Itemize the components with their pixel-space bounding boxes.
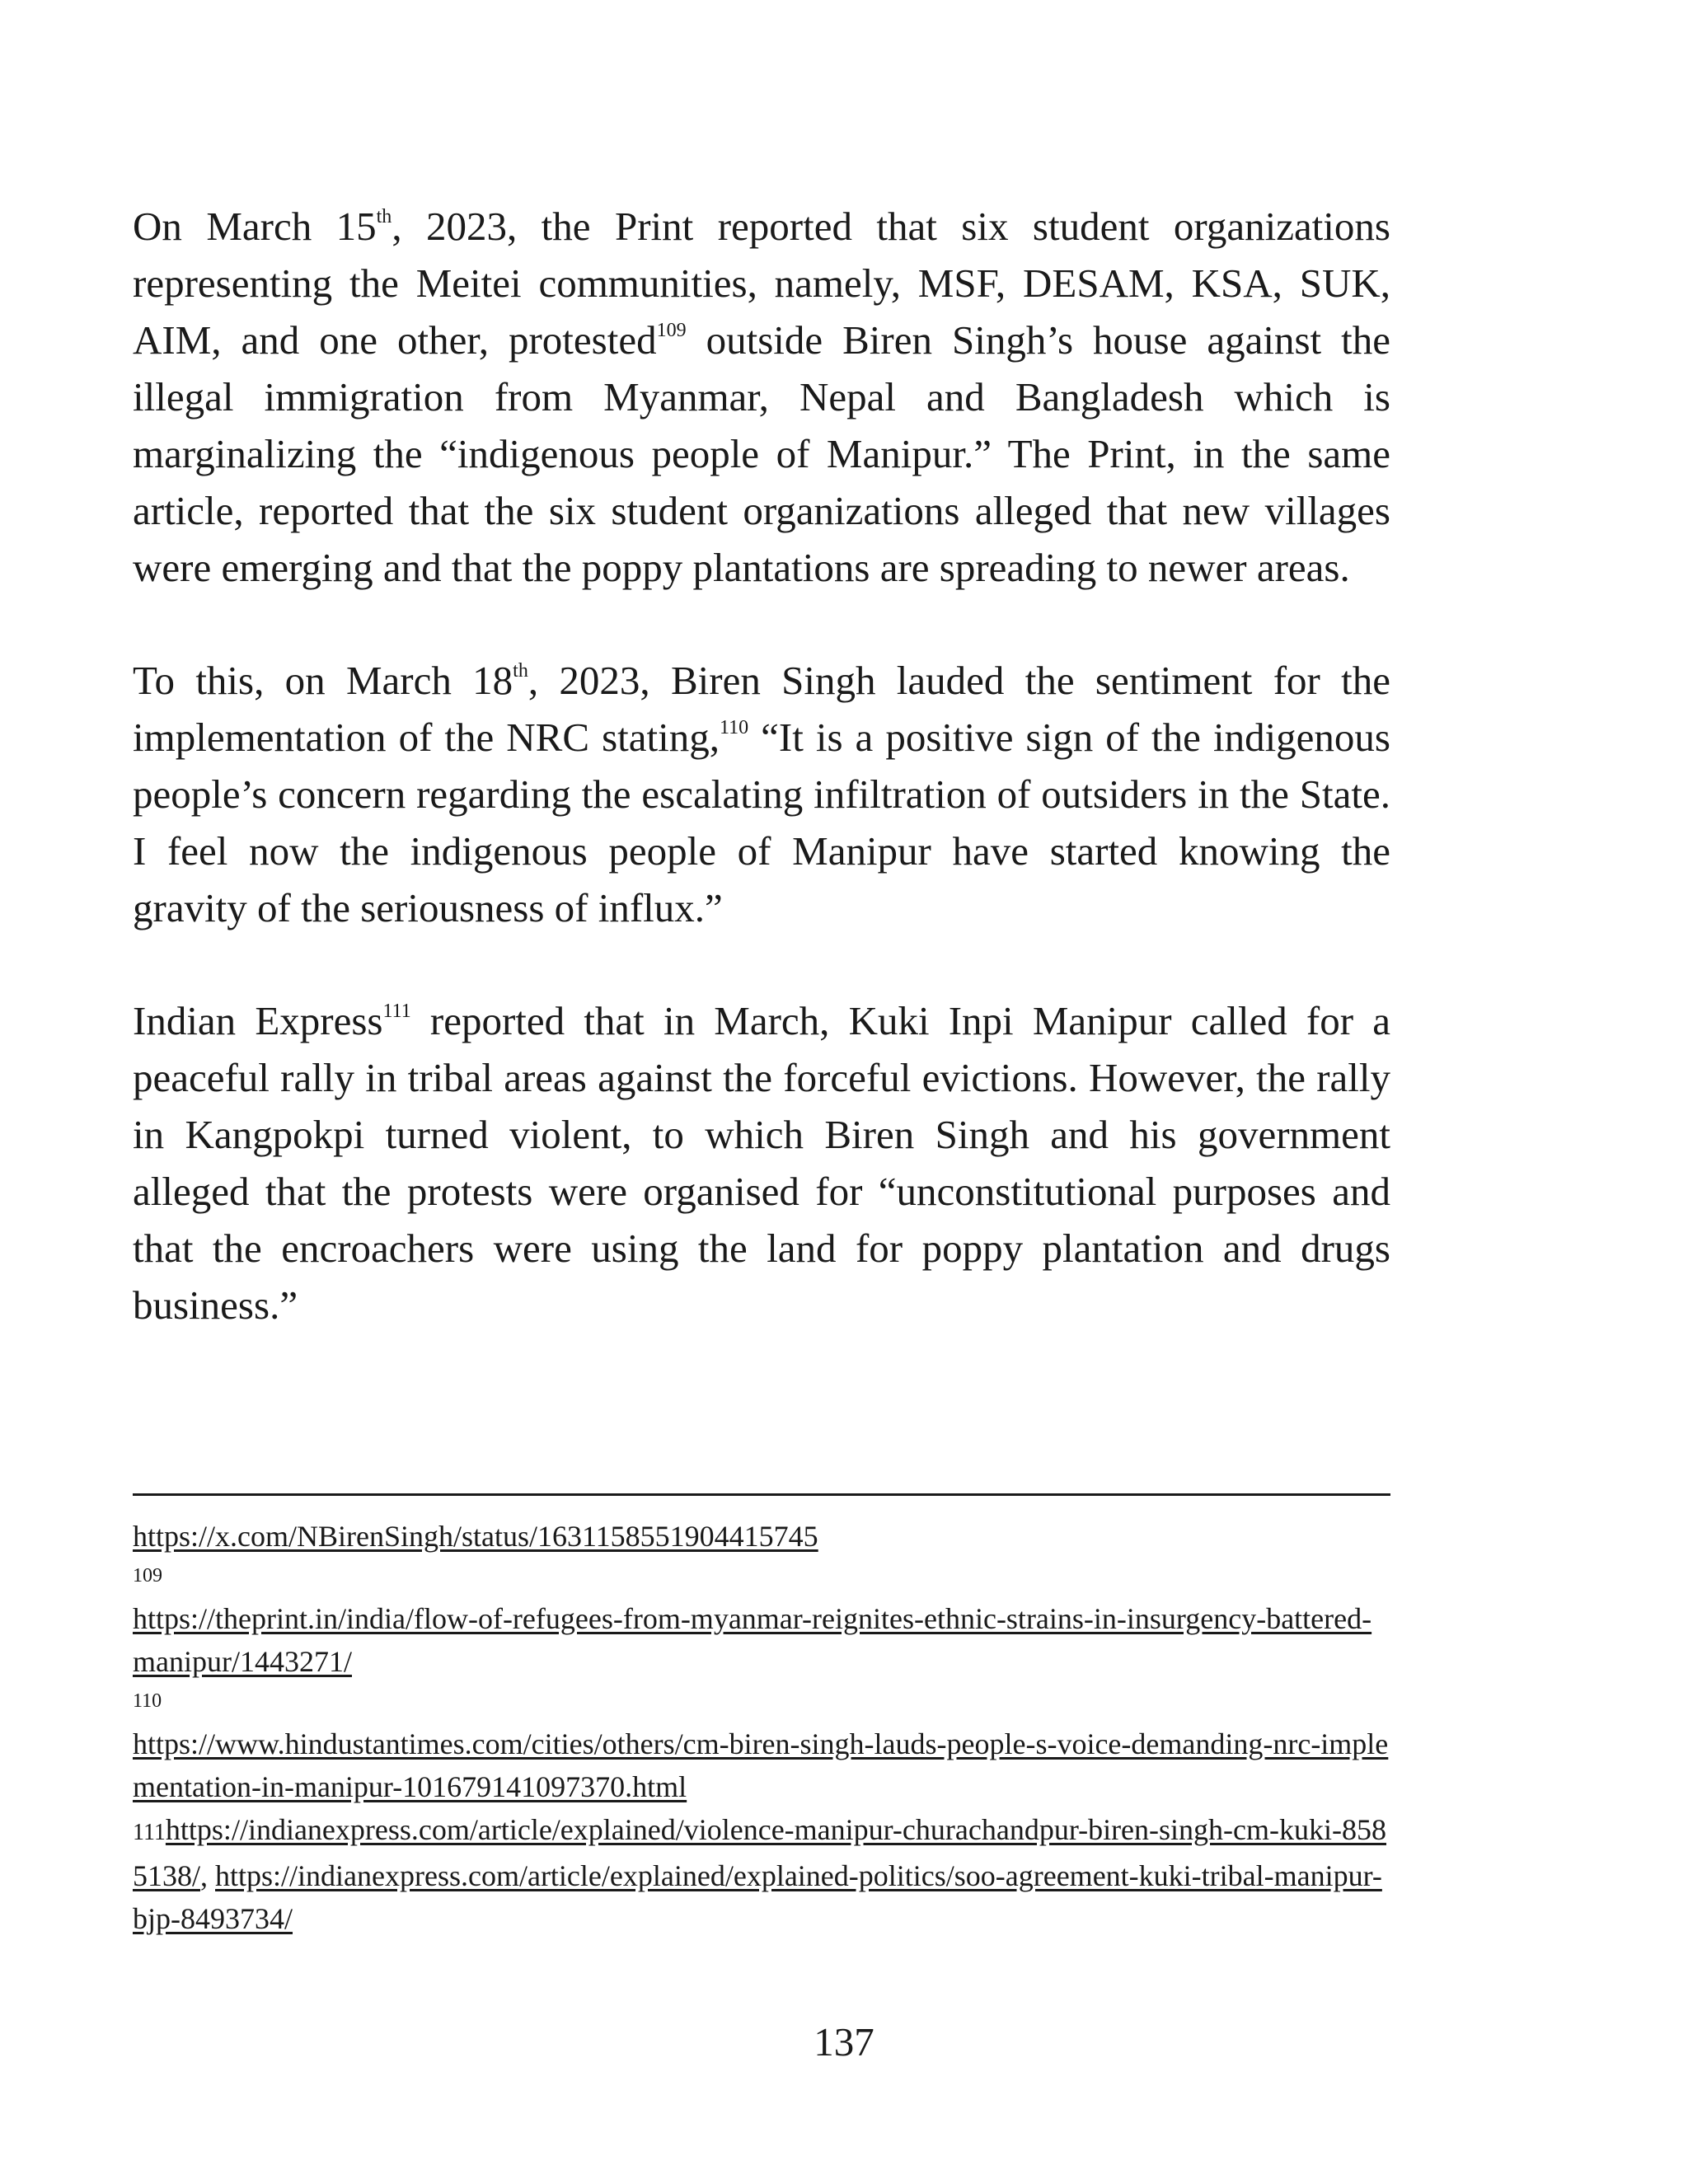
footnote-link[interactable]: https://indianexpress.com/article/explained/explained-politics/soo-agreement-kuki-tribal-manipur-bjp-8493734/ <box>133 1859 1382 1935</box>
footnote-separator: , <box>200 1859 216 1892</box>
footnote-divider <box>133 1493 1390 1496</box>
paragraph-1-text-c: outside Biren Singh’s house against the illegal immigration from Myanmar, Nepal and Bangladesh which is marginalizing the “indigenous people of Manipur.” The Print, in the same article, reported that the six student organizations alleged that new villages were emerging and that the poppy plantations are spreading to newer areas. <box>133 317 1390 590</box>
paragraph-2-text-a: To this, on March 18 <box>133 658 513 703</box>
paragraph-1-text-a: On March 15 <box>133 204 377 249</box>
footnote-link[interactable]: https://indianexpress.com/article/explained/violence-manipur-churachandpur-biren-singh-cm-kuki-8585138/ <box>133 1813 1386 1892</box>
footnote-109 <box>133 1597 1390 1683</box>
paragraph-3 <box>133 992 1390 1333</box>
paragraph-1 <box>133 198 1390 596</box>
paragraph-3-text-b: reported that in March, Kuki Inpi Manipur called for a peaceful rally in tribal areas against the forceful evictions. However, the rally in Kangpokpi turned violent, to which Biren Singh and his government alleged that the protests were organised for “unconstitutional purposes and that the encroachers were using the land for poppy plantation and drugs business.” <box>133 998 1390 1328</box>
page-number: 137 <box>814 2019 874 2064</box>
footnote-111 <box>133 1808 1390 1940</box>
footnote-ref-109: 109 <box>656 319 687 341</box>
paragraph-2 <box>133 652 1390 936</box>
footnotes <box>133 1515 1390 1940</box>
ordinal-suffix: th <box>376 205 392 227</box>
paragraph-2-text-c: “It is a positive sign of the indigenous people’s concern regarding the escalating infiltration of outsiders in the State. I feel now the indigenous people of Manipur have started knowing the gravity of the seriousness of influx.” <box>133 715 1390 930</box>
ordinal-suffix: th <box>513 659 528 682</box>
footnote-number-111: 111 <box>133 1820 166 1845</box>
footnote-link[interactable]: https://x.com/NBirenSingh/status/1631158551904415745 <box>133 1520 818 1553</box>
paragraph-1-text-b: , 2023, the Print reported that six student organizations representing the Meitei communities, namely, MSF, DESAM, KSA, SUK, AIM, and one other, protested <box>133 204 1390 363</box>
footnote-number-110: 110 <box>133 1690 162 1712</box>
paragraph-2-text-b: , 2023, Biren Singh lauded the sentiment for the implementation of the NRC stating, <box>133 658 1390 760</box>
footnote-ref-111: 111 <box>382 1000 411 1022</box>
footnote-ref-110: 110 <box>720 716 749 738</box>
footnote-110 <box>133 1722 1390 1808</box>
footnote-link[interactable]: https://www.hindustantimes.com/cities/others/cm-biren-singh-lauds-people-s-voice-demanding-nrc-implementation-in-manipur-101679141097370.html <box>133 1727 1389 1803</box>
footnote-0 <box>133 1515 1390 1558</box>
page-body <box>133 198 1390 1333</box>
footnote-number-109: 109 <box>133 1565 162 1586</box>
footnote-link[interactable]: https://theprint.in/india/flow-of-refugees-from-myanmar-reignites-ethnic-strains-in-insurgency-battered-manipur/1443271/ <box>133 1602 1372 1678</box>
paragraph-3-text-a: Indian Express <box>133 998 383 1043</box>
